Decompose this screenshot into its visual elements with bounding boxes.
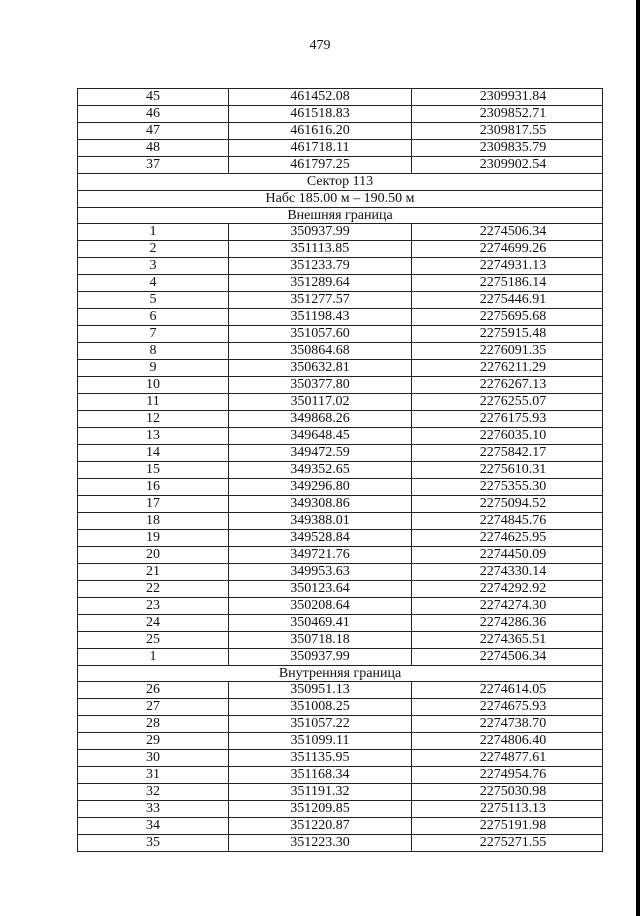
point-number-cell: 47 [78,123,229,140]
x-coordinate-cell: 351057.60 [229,326,412,343]
y-coordinate-cell: 2274286.36 [412,615,603,632]
x-coordinate-cell: 351168.34 [229,767,412,784]
point-number-cell: 4 [78,275,229,292]
table-row [78,292,603,309]
y-coordinate-cell: 2274954.76 [412,767,603,784]
x-coordinate-cell: 351209.85 [229,801,412,818]
table-row [78,699,603,716]
y-coordinate-cell: 2274506.34 [412,224,603,241]
y-coordinate-cell: 2275355.30 [412,479,603,496]
x-coordinate-cell: 461718.11 [229,140,412,157]
x-coordinate-cell: 349648.45 [229,428,412,445]
y-coordinate-cell: 2275695.68 [412,309,603,326]
x-coordinate-cell: 350718.18 [229,632,412,649]
x-coordinate-cell: 349296.80 [229,479,412,496]
x-coordinate-cell: 351008.25 [229,699,412,716]
table-row [78,682,603,699]
point-number-cell: 45 [78,89,229,106]
point-number-cell: 15 [78,462,229,479]
y-coordinate-cell: 2275191.98 [412,818,603,835]
table-row [78,360,603,377]
table-row [78,496,603,513]
y-coordinate-cell: 2276267.13 [412,377,603,394]
y-coordinate-cell: 2309902.54 [412,157,603,174]
table-row [78,309,603,326]
point-number-cell: 10 [78,377,229,394]
table-row [78,140,603,157]
y-coordinate-cell: 2275186.14 [412,275,603,292]
point-number-cell: 8 [78,343,229,360]
table-row [78,818,603,835]
y-coordinate-cell: 2274330.14 [412,564,603,581]
point-number-cell: 37 [78,157,229,174]
point-number-cell: 1 [78,224,229,241]
y-coordinate-cell: 2274450.09 [412,547,603,564]
x-coordinate-cell: 349953.63 [229,564,412,581]
table-row [78,275,603,292]
y-coordinate-cell: 2274625.95 [412,530,603,547]
x-coordinate-cell: 350123.64 [229,581,412,598]
y-coordinate-cell: 2276091.35 [412,343,603,360]
y-coordinate-cell: 2275842.17 [412,445,603,462]
point-number-cell: 34 [78,818,229,835]
point-number-cell: 14 [78,445,229,462]
table-row [78,377,603,394]
x-coordinate-cell: 350937.99 [229,224,412,241]
table-row [78,615,603,632]
table-row [78,767,603,784]
table-row [78,428,603,445]
x-coordinate-cell: 349868.26 [229,411,412,428]
point-number-cell: 29 [78,733,229,750]
y-coordinate-cell: 2275030.98 [412,784,603,801]
x-coordinate-cell: 461452.08 [229,89,412,106]
outer-boundary-title: Внешняя граница [78,208,603,224]
point-number-cell: 3 [78,258,229,275]
table-row [78,326,603,343]
y-coordinate-cell: 2274292.92 [412,581,603,598]
table-row [78,241,603,258]
table-body-inner [78,682,603,852]
point-number-cell: 30 [78,750,229,767]
x-coordinate-cell: 351099.11 [229,733,412,750]
y-coordinate-cell: 2309835.79 [412,140,603,157]
y-coordinate-cell: 2274931.13 [412,258,603,275]
coordinates-table [77,88,603,852]
x-coordinate-cell: 351198.43 [229,309,412,326]
x-coordinate-cell: 351220.87 [229,818,412,835]
y-coordinate-cell: 2309817.55 [412,123,603,140]
point-number-cell: 25 [78,632,229,649]
x-coordinate-cell: 461797.25 [229,157,412,174]
table-row [78,258,603,275]
y-coordinate-cell: 2274614.05 [412,682,603,699]
sector-title: Сектор 113 [78,174,603,191]
table-row [78,750,603,767]
sector-header [78,174,603,224]
table-row [78,784,603,801]
x-coordinate-cell: 350864.68 [229,343,412,360]
y-coordinate-cell: 2275915.48 [412,326,603,343]
table-row [78,462,603,479]
x-coordinate-cell: 461616.20 [229,123,412,140]
point-number-cell: 28 [78,716,229,733]
point-number-cell: 2 [78,241,229,258]
point-number-cell: 5 [78,292,229,309]
inner-boundary-header [78,666,603,682]
point-number-cell: 33 [78,801,229,818]
point-number-cell: 48 [78,140,229,157]
table-row [78,530,603,547]
x-coordinate-cell: 351289.64 [229,275,412,292]
y-coordinate-cell: 2275094.52 [412,496,603,513]
table-row [78,581,603,598]
y-coordinate-cell: 2276211.29 [412,360,603,377]
x-coordinate-cell: 351057.22 [229,716,412,733]
table-row [78,89,603,106]
y-coordinate-cell: 2274806.40 [412,733,603,750]
x-coordinate-cell: 351191.32 [229,784,412,801]
x-coordinate-cell: 351233.79 [229,258,412,275]
y-coordinate-cell: 2274365.51 [412,632,603,649]
y-coordinate-cell: 2274845.76 [412,513,603,530]
table-row [78,733,603,750]
table-row [78,224,603,241]
point-number-cell: 21 [78,564,229,581]
point-number-cell: 12 [78,411,229,428]
y-coordinate-cell: 2276255.07 [412,394,603,411]
y-coordinate-cell: 2309931.84 [412,89,603,106]
table-row [78,394,603,411]
x-coordinate-cell: 350951.13 [229,682,412,699]
table-row [78,598,603,615]
point-number-cell: 9 [78,360,229,377]
table-row [78,445,603,462]
table-body-top [78,89,603,174]
table-row [78,513,603,530]
x-coordinate-cell: 351277.57 [229,292,412,309]
point-number-cell: 24 [78,615,229,632]
scan-edge [636,0,640,916]
point-number-cell: 27 [78,699,229,716]
x-coordinate-cell: 349308.86 [229,496,412,513]
table-row [78,801,603,818]
x-coordinate-cell: 350208.64 [229,598,412,615]
point-number-cell: 11 [78,394,229,411]
table-row [78,564,603,581]
point-number-cell: 19 [78,530,229,547]
point-number-cell: 18 [78,513,229,530]
y-coordinate-cell: 2275113.13 [412,801,603,818]
point-number-cell: 17 [78,496,229,513]
y-coordinate-cell: 2274675.93 [412,699,603,716]
table-body-outer [78,224,603,666]
inner-boundary-title: Внутренняя граница [78,666,603,682]
x-coordinate-cell: 350377.80 [229,377,412,394]
table-row [78,479,603,496]
y-coordinate-cell: 2276035.10 [412,428,603,445]
point-number-cell: 1 [78,649,229,666]
y-coordinate-cell: 2309852.71 [412,106,603,123]
table-row [78,157,603,174]
point-number-cell: 31 [78,767,229,784]
table-row [78,835,603,852]
table-row [78,547,603,564]
point-number-cell: 6 [78,309,229,326]
point-number-cell: 13 [78,428,229,445]
point-number-cell: 46 [78,106,229,123]
y-coordinate-cell: 2274699.26 [412,241,603,258]
y-coordinate-cell: 2274274.30 [412,598,603,615]
point-number-cell: 22 [78,581,229,598]
x-coordinate-cell: 351135.95 [229,750,412,767]
y-coordinate-cell: 2275271.55 [412,835,603,852]
x-coordinate-cell: 349528.84 [229,530,412,547]
table-row [78,649,603,666]
x-coordinate-cell: 349352.65 [229,462,412,479]
x-coordinate-cell: 350117.02 [229,394,412,411]
table-row [78,343,603,360]
sector-height-range: Набс 185.00 м – 190.50 м [78,191,603,208]
y-coordinate-cell: 2275610.31 [412,462,603,479]
point-number-cell: 32 [78,784,229,801]
y-coordinate-cell: 2275446.91 [412,292,603,309]
table-row [78,123,603,140]
point-number-cell: 26 [78,682,229,699]
x-coordinate-cell: 351223.30 [229,835,412,852]
point-number-cell: 23 [78,598,229,615]
x-coordinate-cell: 349388.01 [229,513,412,530]
y-coordinate-cell: 2274506.34 [412,649,603,666]
point-number-cell: 7 [78,326,229,343]
x-coordinate-cell: 350632.81 [229,360,412,377]
table-row [78,411,603,428]
x-coordinate-cell: 349721.76 [229,547,412,564]
point-number-cell: 35 [78,835,229,852]
x-coordinate-cell: 461518.83 [229,106,412,123]
y-coordinate-cell: 2276175.93 [412,411,603,428]
x-coordinate-cell: 351113.85 [229,241,412,258]
point-number-cell: 20 [78,547,229,564]
page-number: 479 [309,38,331,53]
table-row [78,106,603,123]
x-coordinate-cell: 350937.99 [229,649,412,666]
table-row [78,632,603,649]
x-coordinate-cell: 350469.41 [229,615,412,632]
table-row [78,716,603,733]
x-coordinate-cell: 349472.59 [229,445,412,462]
y-coordinate-cell: 2274877.61 [412,750,603,767]
y-coordinate-cell: 2274738.70 [412,716,603,733]
point-number-cell: 16 [78,479,229,496]
